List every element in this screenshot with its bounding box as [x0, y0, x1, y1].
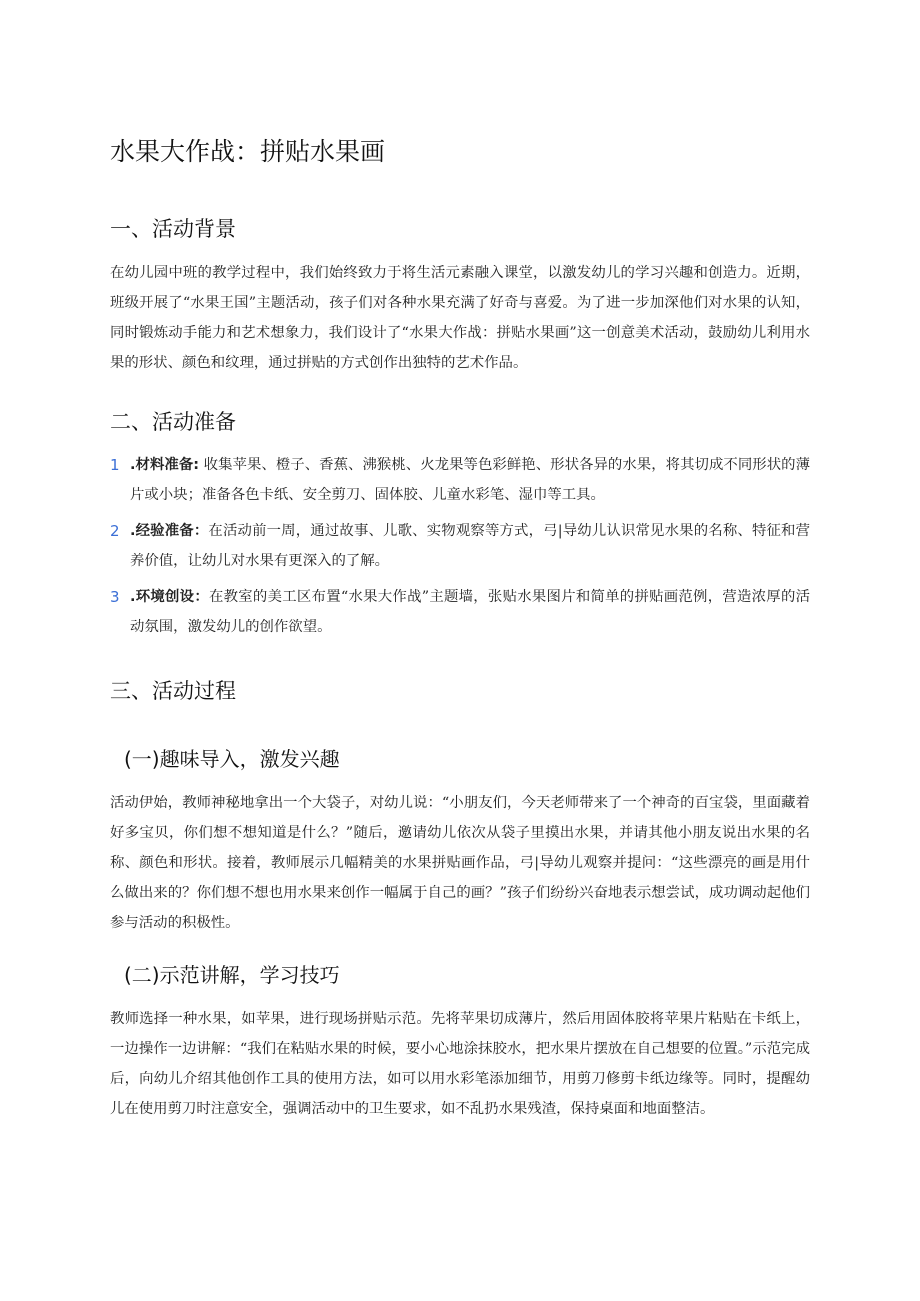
section-heading-background: 一、活动背景 — [110, 217, 236, 241]
list-item-body — [130, 516, 810, 576]
list-item-label: .环境创设： — [130, 589, 209, 605]
preparation-item-experience — [110, 516, 810, 576]
preparation-item-materials — [110, 450, 810, 510]
subsection-heading-intro: (一)趣味导入，激发兴趣 — [124, 747, 340, 771]
subsection-heading-demo: (二)示范讲解，学习技巧 — [124, 963, 340, 987]
list-item-body — [130, 450, 810, 510]
list-item-text: 在活动前一周，通过故事、儿歌、实物观察等方式，弓|导幼儿认识常见水果的名称、特征和营养价值，让幼儿对水果有更深入的了解。 — [130, 523, 810, 569]
list-item-text: 收集苹果、橙子、香蕉、沸猴桃、火龙果等色彩鲜艳、形状各异的水果，将其切成不同形状的薄片或小块；准备各色卡纸、安全剪刀、固体胶、儿童水彩笔、湿巾等工具。 — [130, 457, 810, 503]
list-item-text: 在教室的美工区布置“水果大作战”主题墙，张贴水果图片和简单的拼贴画范例，营造浓厚的活动氛围，激发幼儿的创作欲望。 — [130, 589, 810, 635]
demo-paragraph: 教师选择一种水果，如苹果，进行现场拼贴示范。先将苹果切成薄片，然后用固体胶将苹果片粘贴在卡纸上，一边操作一边讲解：“我们在粘贴水果的时候，要小心地涂抹胶水，把水果片摆放在自己想要的位置。”示范完成后，向幼儿介绍其他创作工具的使用方法，如可以用水彩笔添加细节，用剪刀修剪卡纸边缘等。同时，提醒幼儿在使用剪刀时注意安全，强调活动中的卫生要求，如不乱扔水果残渣，保持桌面和地面整洁。 — [110, 1011, 810, 1117]
list-number: 3 — [110, 588, 120, 606]
list-item-label: .材料准备: — [130, 457, 200, 473]
list-number: 1 — [110, 456, 120, 474]
preparation-item-environment — [110, 582, 810, 642]
intro-paragraph: 活动伊始，教师神秘地拿出一个大袋子，对幼儿说：“小朋友们，今天老师带来了一个神奇的百宝袋，里面藏着好多宝贝，你们想不想知道是什么？”随后，邀请幼儿依次从袋子里摸出水果，并请其他小朋友说出水果的名称、颜色和形状。接着，教师展示几幅精美的水果拼贴画作品，弓|导幼儿观察并提问：“这些漂亮的画是用什么做出来的？你们想不想也用水果来创作一幅属于自己的画？”孩子们纷纷兴奋地表示想尝试，成功调动起他们参与活动的积极性。 — [110, 795, 810, 931]
section-heading-preparation: 二、活动准备 — [110, 410, 236, 434]
list-number: 2 — [110, 522, 120, 540]
list-item-label: .经验准备： — [130, 523, 209, 539]
list-item-body — [130, 582, 810, 642]
section-heading-process: 三、活动过程 — [110, 679, 236, 703]
background-paragraph: 在幼儿园中班的教学过程中，我们始终致力于将生活元素融入课堂，以激发幼儿的学习兴趣和创造力。近期，班级开展了“水果王国”主题活动，孩子们对各种水果充满了好奇与喜爱。为了进一步加深他们对水果的认知，同时锻炼动手能力和艺术想象力，我们设计了“水果大作战：拼贴水果画”这一创意美术活动，鼓励幼儿利用水果的形状、颜色和纹理，通过拼贴的方式创作出独特的艺术作品。 — [110, 265, 810, 371]
document-title: 水果大作战：拼贴水果画 — [110, 137, 386, 166]
